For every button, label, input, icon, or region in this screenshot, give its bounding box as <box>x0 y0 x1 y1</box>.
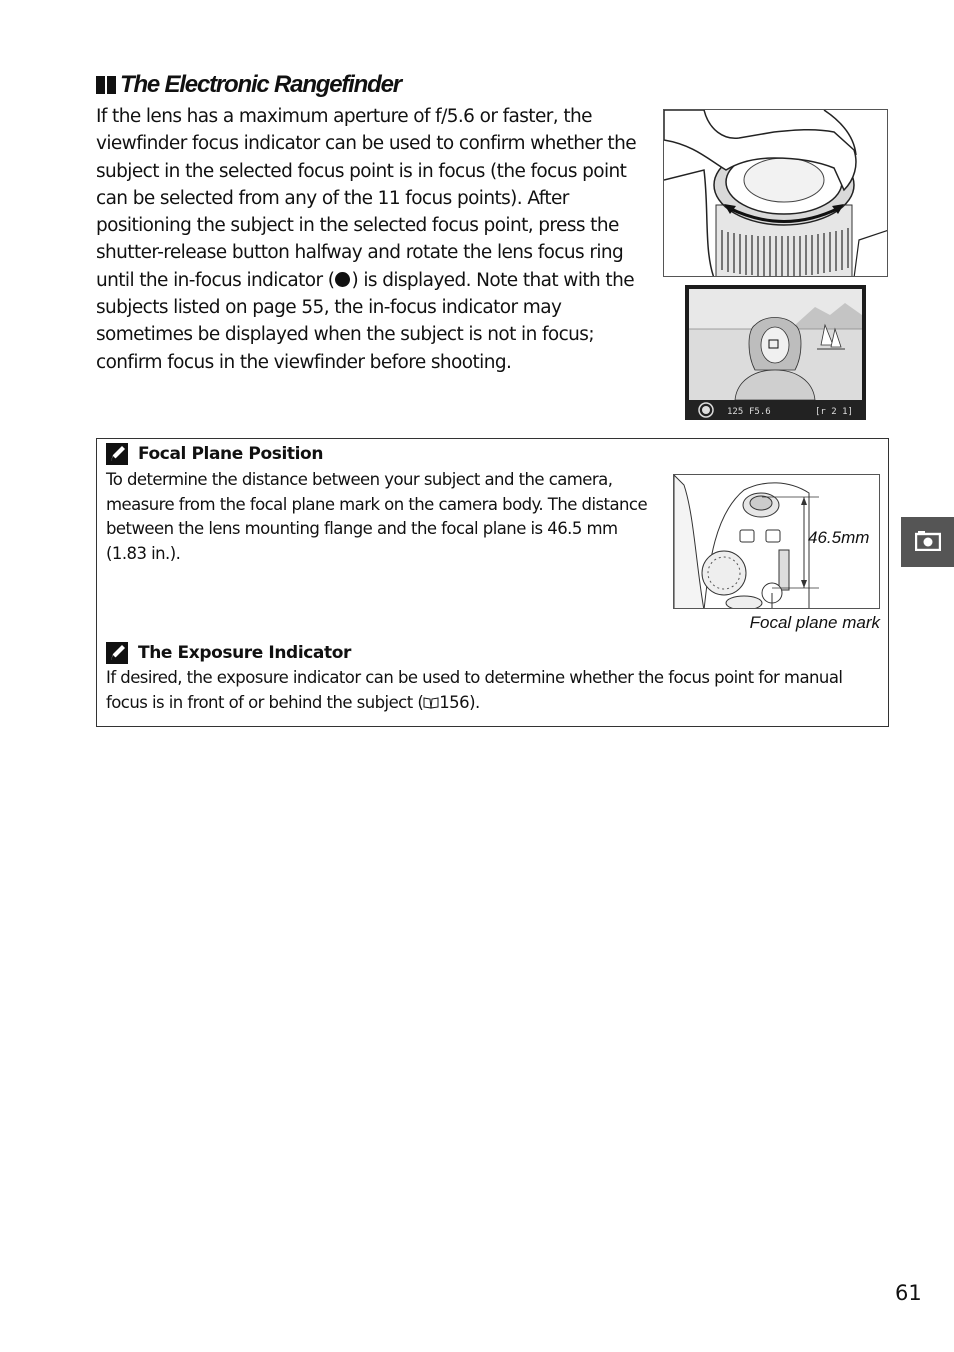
note-text-focal-plane: To determine the distance between your subject and the camera, measure from the focal plane mark on the camera body. The distance between the lens mounting flange and the focal plane is 46.5 mm (1.83 in.). <box>106 470 648 563</box>
aperture-readout: F5.6 <box>749 407 771 417</box>
note-title-text: Focal Plane Position <box>138 444 324 464</box>
book-icon <box>423 692 439 704</box>
section-heading <box>96 70 401 100</box>
dimension-label: 46.5mm <box>808 528 870 547</box>
note-title-text: The Exposure Indicator <box>138 643 351 663</box>
pencil-note-icon <box>106 443 128 465</box>
lens-focus-ring-illustration <box>663 109 888 277</box>
section-title: The Electronic Rangefinder <box>120 71 401 98</box>
chapter-tab <box>901 517 954 567</box>
pencil-note-icon <box>106 642 128 664</box>
note-title-focal-plane <box>106 443 323 465</box>
page-reference[interactable]: 156 <box>439 692 470 712</box>
viewfinder-illustration <box>685 285 866 420</box>
note-title-exposure-indicator <box>106 642 351 664</box>
camera-icon <box>915 529 941 555</box>
in-focus-indicator-icon <box>335 272 350 287</box>
paragraph-part-2: ) is displayed. Note that with the subjects listed on page 55, the in-focus indicator may sometimes be displayed when the subject is not in focus; confirm focus in the viewfinder before shooting. <box>96 269 634 373</box>
frames-readout: [r 2 1] <box>815 407 853 417</box>
heading-marker-icon <box>96 76 116 94</box>
note-text-exposure-indicator: If desired, the exposure indicator can be used to determine whether the focus point for manual focus is in front of or behind the subject ( 156). <box>106 668 843 712</box>
page-number: 61 <box>895 1281 922 1305</box>
paragraph-part-1: If the lens has a maximum aperture of f/5.6 or faster, the viewfinder focus indicator can be used to confirm whether the subject in the selected focus point is in focus (the focus point can be selected from any of the 11 focus points). After positioning the subject in the selected focus point, press the shutter-release button halfway and rotate the lens focus ring until the in-focus indicator ( <box>96 106 636 291</box>
shutter-readout: 125 <box>727 407 744 417</box>
body-paragraph <box>96 103 652 376</box>
figure-caption: Focal plane mark <box>749 613 880 632</box>
